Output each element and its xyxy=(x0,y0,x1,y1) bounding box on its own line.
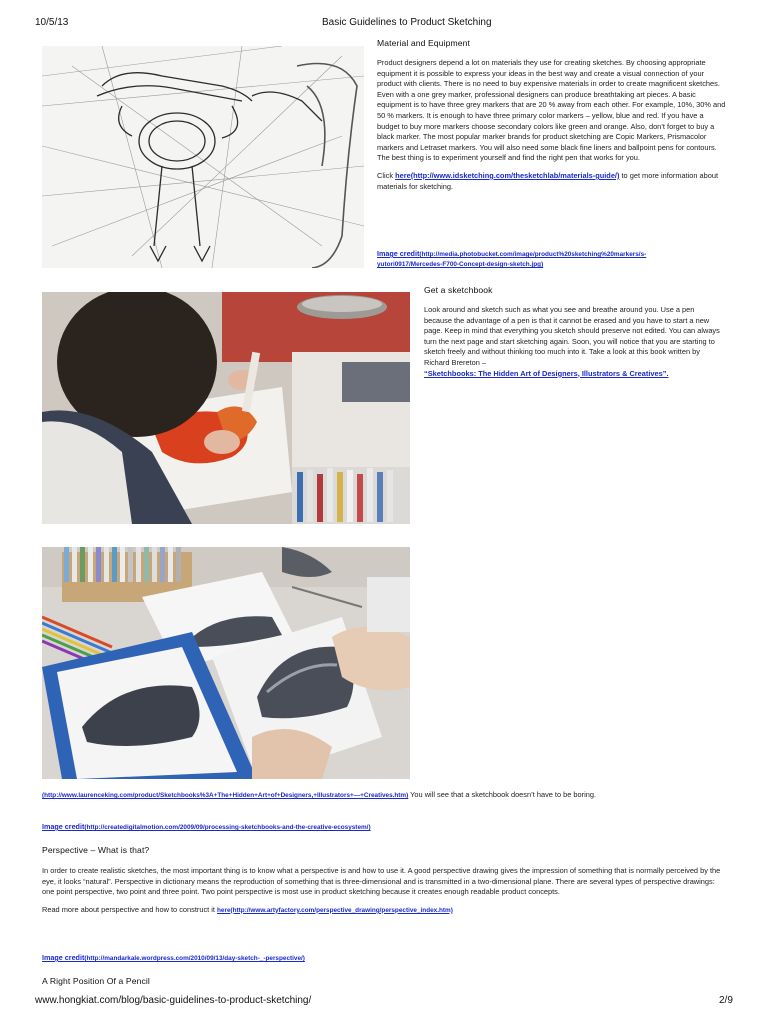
footer-url: www.hongkiat.com/blog/basic-guidelines-to-product-sketching/ xyxy=(35,995,312,1006)
sketchbook-credit-url-link[interactable]: (http://createdigitalmotion.com/2009/09/processing-sketchbooks-and-the-creative-ecosystem/) xyxy=(84,824,371,831)
sketchbook-book-line xyxy=(42,790,732,801)
materials-guide-link[interactable]: here(http://www.idsketching.com/thesketchlab/materials-guide/) xyxy=(395,170,620,180)
perspective-read-more xyxy=(42,905,727,916)
perspective-paragraph: In order to create realistic sketches, the most important thing is to know what a perspective is and how to use it. A good perspective drawing gives the impression of something that is normally perceived by the eye, it looks “natural”. Perspective in dictionary means the reproduction of something that is three-dimensional and is transmitted in a two-dimensional plane. There are several types of perspective drawings: one point perspective, two point and three point. Two point perspective is most use in product sketching because it creates enough readable product concepts. xyxy=(42,866,721,897)
material-paragraph: Product designers depend a lot on materials they use for creating sketches. By choosing appropriate equipment it is possible to express your ideas in the best way and create a visual connection of your product with clients. There is no need to buy expensive materials in order to create magnificent sketches. Even with a one grey marker, professional designers can produce breathtaking art pieces. A basic equipment is to have three grey markers that are 20 % away from each other. For example, 10%, 30% and 50 % markers. It is enough to have three primary color markers – yellow, blue and red. If you have a budget to buy more markers choose secondary colors like green and orange. Also, don’t forget to buy a black marker. The most popular marker brands for product sketching are Copic Markers, Prismacolor markers and Letraset markers. You will also need some black fine liners and ballpoint pens for contours. The best thing is to experiment yourself and find the right pen that works for you. xyxy=(377,58,726,163)
sketchbook-text-block xyxy=(424,305,724,379)
section-heading-pencil: A Right Position Of a Pencil xyxy=(42,976,150,986)
perspective-image-credit xyxy=(42,953,732,964)
perspective-text-block xyxy=(42,866,727,923)
page-number: 2/9 xyxy=(719,995,733,1006)
sketchbook-paragraph: Look around and sketch such as what you see and breathe around you. Use a pen because the advantage of a pen is that it cannot be erased and you have to start a new page. Keep in mind that everything you sketch should preserve not edited. You can always turn the next page and start sketching again. Soon, you will notice that you are starting to sketch freely and without thinking too much into it. Take a look at this book written by Richard Brereton – xyxy=(424,305,720,367)
material-text-block xyxy=(377,58,727,199)
sketchbook-book-note: You will see that a sketchbook doesn’t have to be boring. xyxy=(408,790,597,799)
material-credit-label-link[interactable]: Image credit xyxy=(377,249,420,258)
motorcycle-sketch-image xyxy=(42,46,364,268)
section-heading-sketchbook: Get a sketchbook xyxy=(424,285,493,295)
click-suffix: to get more information about materials for sketching. xyxy=(377,170,719,191)
perspective-credit-url-link[interactable]: (http://mandarkale.wordpress.com/2010/09/13/day-sketch-_-perspective/) xyxy=(84,955,305,962)
sketchbook-image-credit xyxy=(42,822,732,833)
child-drawing-photo xyxy=(42,292,410,524)
section-heading-material: Material and Equipment xyxy=(377,38,470,48)
car-sketches-photo xyxy=(42,547,410,779)
print-date: 10/5/13 xyxy=(35,17,69,28)
section-heading-perspective: Perspective – What is that? xyxy=(42,845,150,855)
perspective-credit-label-link[interactable]: Image credit xyxy=(42,953,85,962)
material-credit-url-link[interactable]: (http://media.photobucket.com/image/product%20sketching%20markers/s-yutori0917/Mercedes-F700-Concept-design-sketch.jpg) xyxy=(377,251,647,268)
sketchbook-book-link[interactable]: “Sketchbooks: The Hidden Art of Designers, Illustrators & Creatives”. xyxy=(424,368,669,378)
page-title: Basic Guidelines to Product Sketching xyxy=(322,17,492,28)
perspective-read-more-link[interactable]: here(http://www.artyfactory.com/perspective_drawing/perspective_index.htm) xyxy=(217,906,453,914)
sketchbook-book-url-link[interactable]: (http://www.laurenceking.com/product/Sketchbooks%3A+The+Hidden+Art+of+Designers,+Illustrators+—+Creatives.htm) xyxy=(42,792,409,799)
material-click-line xyxy=(377,171,727,192)
material-image-credit xyxy=(377,249,707,270)
sketchbook-credit-label-link[interactable]: Image credit xyxy=(42,822,85,831)
click-prefix: Click xyxy=(377,170,396,180)
read-more-prefix: Read more about perspective and how to construct it xyxy=(42,904,218,914)
